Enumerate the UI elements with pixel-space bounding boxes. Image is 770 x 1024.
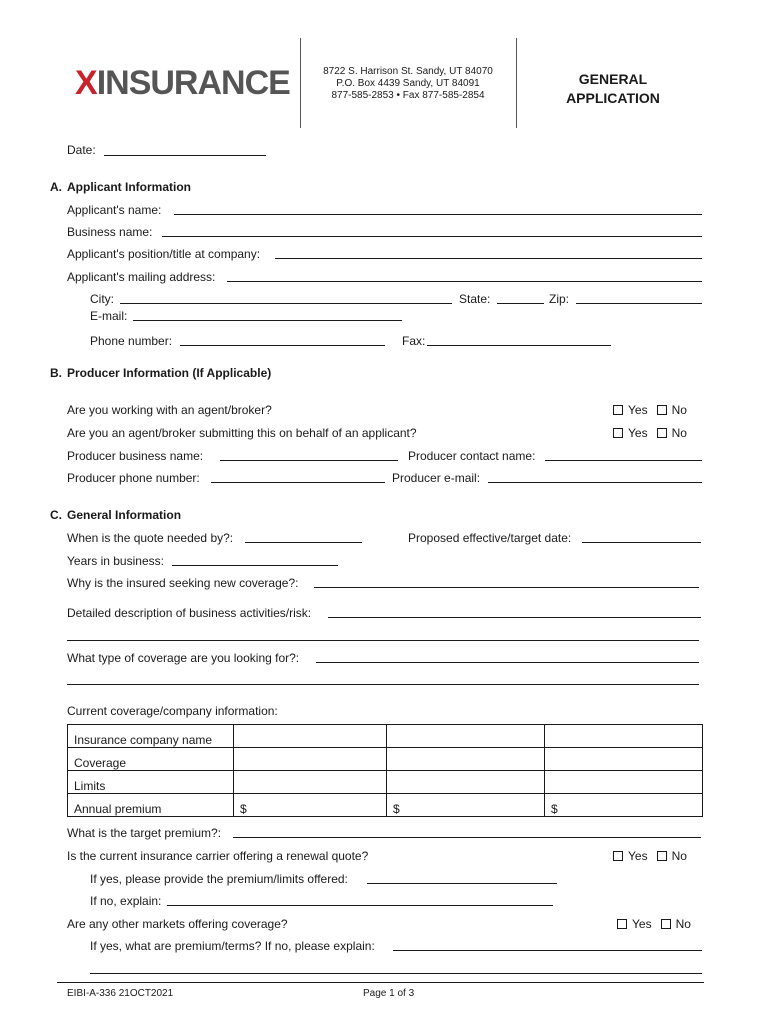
form-title-line-2: APPLICATION	[566, 90, 660, 106]
section-a-letter: A.	[50, 180, 62, 194]
other-markets-question: Are any other markets offering coverage?	[67, 917, 288, 931]
agent-no-checkbox[interactable]	[657, 405, 667, 415]
row-label-company: Insurance company name	[68, 725, 234, 748]
table-cell[interactable]	[387, 771, 545, 794]
state-label: State:	[459, 292, 491, 306]
producer-contact-field[interactable]	[545, 460, 702, 461]
position-label: Applicant's position/title at company:	[67, 247, 261, 261]
producer-contact-label: Producer contact name:	[408, 449, 536, 463]
date-label: Date:	[67, 143, 96, 157]
coverage-type-field-line-2[interactable]	[67, 684, 699, 685]
submitting-no-checkbox[interactable]	[657, 428, 667, 438]
date-field[interactable]	[104, 155, 266, 156]
producer-phone-field[interactable]	[211, 482, 385, 483]
page-number: Page 1 of 3	[363, 988, 415, 999]
if-yes-premium-label: If yes, please provide the premium/limits offered:	[90, 872, 348, 886]
table-row	[68, 771, 703, 794]
quote-needed-field[interactable]	[245, 542, 362, 543]
form-title-line-1: GENERAL	[578, 71, 648, 87]
row-label-limits: Limits	[68, 771, 234, 794]
applicant-name-field[interactable]	[174, 214, 702, 215]
coverage-type-label: What type of coverage are you looking for?:	[67, 651, 300, 665]
agent-yes-checkbox[interactable]	[613, 405, 623, 415]
target-premium-field[interactable]	[233, 837, 701, 838]
business-name-label: Business name:	[67, 225, 153, 239]
zip-label: Zip:	[549, 292, 570, 306]
current-coverage-label: Current coverage/company information:	[67, 704, 278, 718]
logo-x: X	[75, 64, 97, 102]
section-b-letter: B.	[50, 366, 62, 380]
agent-yes-no	[613, 403, 687, 417]
target-premium-label: What is the target premium?:	[67, 826, 222, 840]
section-c-title: General Information	[67, 508, 182, 522]
address-line-2: P.O. Box 4439 Sandy, UT 84091	[336, 78, 480, 89]
producer-business-label: Producer business name:	[67, 449, 204, 463]
yes-label: Yes	[632, 917, 652, 931]
why-new-coverage-label: Why is the insured seeking new coverage?:	[67, 576, 299, 590]
position-field[interactable]	[275, 258, 702, 259]
row-label-coverage: Coverage	[68, 748, 234, 771]
company-address	[300, 66, 516, 102]
section-a-title: Applicant Information	[67, 180, 191, 194]
if-no-explain-label: If no, explain:	[90, 894, 162, 908]
phone-label: Phone number:	[90, 334, 173, 348]
premium-cell[interactable]: $	[387, 794, 545, 817]
years-in-business-label: Years in business:	[67, 554, 164, 568]
yes-label: Yes	[628, 849, 648, 863]
address-line-1: 8722 S. Harrison St. Sandy, UT 84070	[323, 66, 493, 77]
fax-label: Fax:	[402, 334, 426, 348]
renewal-yes-no	[613, 849, 687, 863]
other-markets-no-checkbox[interactable]	[661, 919, 671, 929]
renewal-quote-question: Is the current insurance carrier offering a renewal quote?	[67, 849, 369, 863]
email-label: E-mail:	[90, 309, 128, 323]
producer-email-field[interactable]	[488, 482, 702, 483]
other-markets-yes-checkbox[interactable]	[617, 919, 627, 929]
table-row	[68, 794, 703, 817]
table-row	[68, 725, 703, 748]
table-cell[interactable]	[387, 725, 545, 748]
effective-date-label: Proposed effective/target date:	[408, 531, 572, 545]
mailing-address-label: Applicant's mailing address:	[67, 270, 216, 284]
if-yes-terms-field-line-2[interactable]	[90, 973, 702, 974]
table-cell[interactable]	[234, 748, 387, 771]
current-coverage-table	[67, 724, 703, 817]
fax-field[interactable]	[427, 345, 611, 346]
quote-needed-label: When is the quote needed by?:	[67, 531, 234, 545]
no-label: No	[675, 917, 691, 931]
premium-cell[interactable]: $	[234, 794, 387, 817]
form-title	[540, 70, 686, 108]
yes-label: Yes	[628, 403, 648, 417]
table-cell[interactable]	[387, 748, 545, 771]
renewal-yes-checkbox[interactable]	[613, 851, 623, 861]
table-cell[interactable]	[545, 725, 703, 748]
no-label: No	[671, 849, 687, 863]
email-field[interactable]	[133, 320, 402, 321]
table-cell[interactable]	[545, 748, 703, 771]
producer-email-label: Producer e-mail:	[392, 471, 481, 485]
submitting-yes-checkbox[interactable]	[613, 428, 623, 438]
section-c-letter: C.	[50, 508, 62, 522]
section-b-title: Producer Information (If Applicable)	[67, 366, 272, 380]
applicant-name-label: Applicant's name:	[67, 203, 162, 217]
agent-question: Are you working with an agent/broker?	[67, 403, 272, 417]
if-yes-terms-field[interactable]	[393, 950, 702, 951]
footer-rule	[57, 982, 704, 983]
description-label: Detailed description of business activities/risk:	[67, 606, 312, 620]
why-new-coverage-field[interactable]	[314, 587, 699, 588]
logo-text: INSURANCE	[96, 64, 290, 102]
table-cell[interactable]	[545, 771, 703, 794]
description-field[interactable]	[328, 617, 701, 618]
company-logo	[75, 64, 290, 103]
row-label-annual-premium: Annual premium	[68, 794, 234, 817]
submitting-yes-no	[613, 426, 687, 440]
no-label: No	[671, 426, 687, 440]
no-label: No	[671, 403, 687, 417]
city-field[interactable]	[120, 303, 452, 304]
renewal-no-checkbox[interactable]	[657, 851, 667, 861]
if-yes-terms-label: If yes, what are premium/terms? If no, please explain:	[90, 939, 375, 953]
years-in-business-field[interactable]	[172, 565, 338, 566]
header-divider-right	[516, 38, 517, 128]
description-field-line-2[interactable]	[67, 640, 699, 641]
yes-label: Yes	[628, 426, 648, 440]
if-yes-premium-field[interactable]	[367, 883, 557, 884]
other-markets-yes-no	[617, 917, 691, 931]
phone-fax-line: 877-585-2853 • Fax 877-585-2854	[331, 90, 485, 101]
if-no-explain-field[interactable]	[167, 905, 553, 906]
business-name-field[interactable]	[162, 236, 702, 237]
table-cell[interactable]	[234, 725, 387, 748]
city-label: City:	[90, 292, 114, 306]
mailing-address-field[interactable]	[227, 281, 702, 282]
zip-field[interactable]	[576, 303, 702, 304]
coverage-type-field[interactable]	[316, 662, 699, 663]
form-code: EIBI-A-336 21OCT2021	[67, 988, 174, 999]
table-row	[68, 748, 703, 771]
state-field[interactable]	[497, 303, 544, 304]
premium-cell[interactable]: $	[545, 794, 703, 817]
submitting-question: Are you an agent/broker submitting this on behalf of an applicant?	[67, 426, 417, 440]
effective-date-field[interactable]	[582, 542, 701, 543]
phone-field[interactable]	[180, 345, 385, 346]
producer-phone-label: Producer phone number:	[67, 471, 200, 485]
table-cell[interactable]	[234, 771, 387, 794]
producer-business-field[interactable]	[220, 460, 398, 461]
